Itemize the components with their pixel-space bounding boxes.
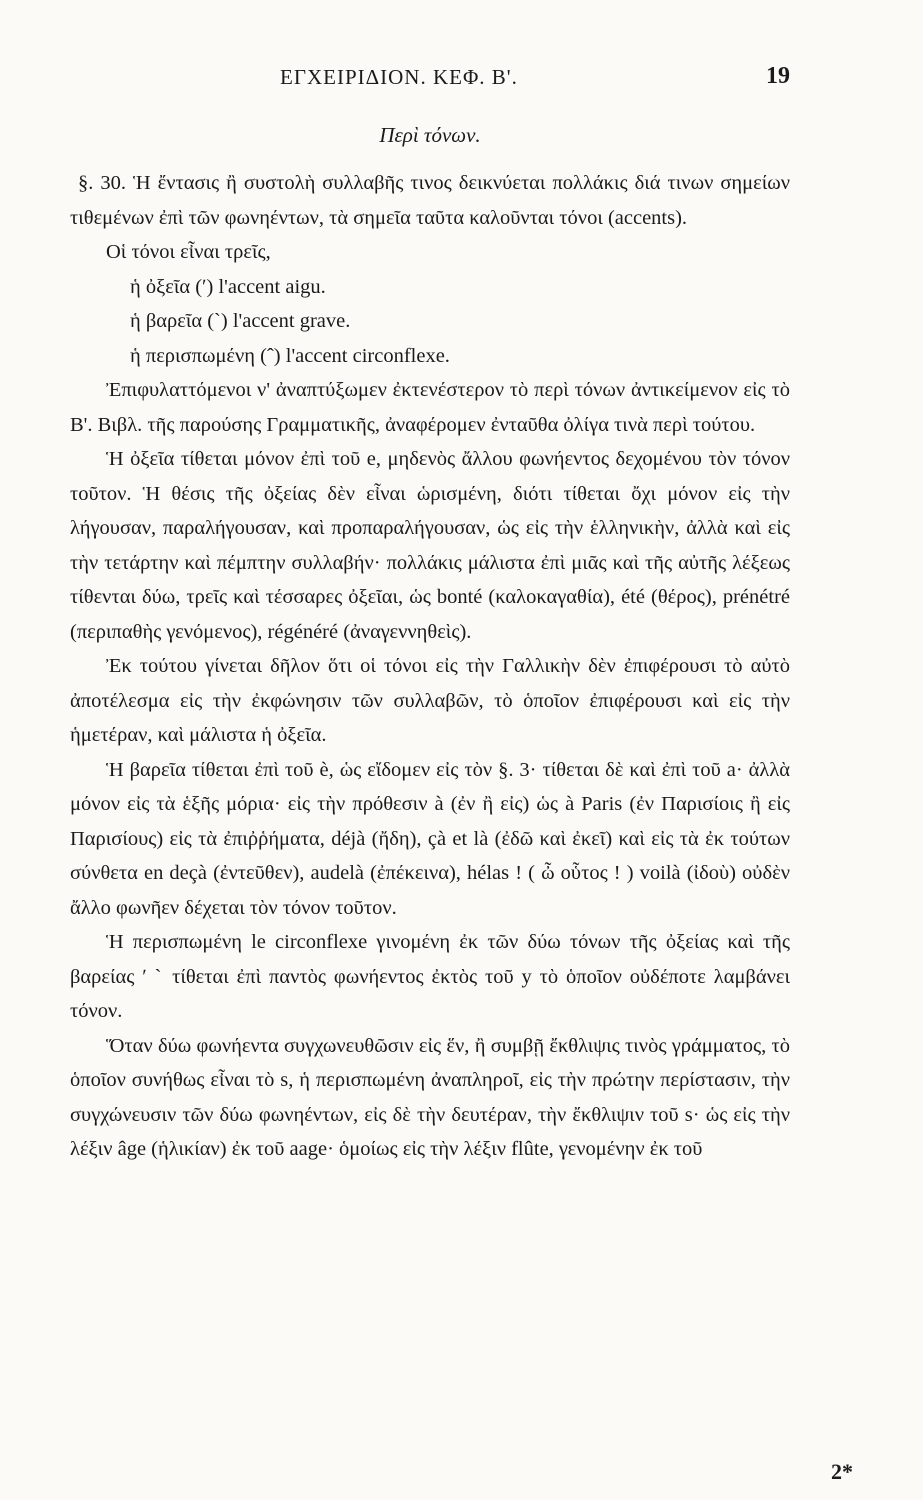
running-title: ΕΓΧΕΙΡΙΔΙΟΝ. ΚΕΦ. Β'.: [280, 65, 518, 89]
page-number: 19: [766, 63, 790, 89]
running-header: [70, 55, 790, 95]
accents-list-intro: Οἱ τόνοι εἶναι τρεῖς,: [106, 241, 271, 263]
paragraph-accents-definition: §. 30. Ἡ ἔντασις ἢ συστολὴ συλλαβῆς τινος δεικνύεται πολλάκις διά τινων σημείων τιθεμένων ἐπὶ τῶν φωνηέντων, τὰ σημεῖα ταῦτα καλοῦνται τόνοι (accents).: [70, 172, 790, 229]
paragraph-reservation: Ἐπιφυλαττόμενοι ν' ἀναπτύξωμεν ἐκτενέστερον τὸ περὶ τόνων ἀντικείμενον εἰς τὸ Β'. Βιβλ. τῆς παρούσης Γραμματικῆς, ἀναφέρομεν ἐνταῦθα ὀλίγα τινὰ περὶ τούτου.: [70, 379, 790, 436]
section-title: Περὶ τόνων.: [379, 123, 481, 147]
book-page: [70, 55, 790, 1475]
accent-circonflexe-item: ἡ περισπωμένη (ˆ) l'accent circonflexe.: [130, 344, 450, 367]
accent-grave-item: ἡ βαρεῖα (ˋ) l'accent grave.: [130, 310, 351, 332]
paragraph-effect: Ἐκ τούτου γίνεται δῆλον ὅτι οἱ τόνοι εἰς τὴν Γαλλικὴν δὲν ἐπιφέρουσι τὸ αὐτὸ ἀποτέλεσμα εἰς τὴν ἐκφώνησιν τῶν συλλαβῶν, τὸ ὁποῖον ἐπιφέρουσι καὶ εἰς τὴν ἡμετέραν, καὶ μάλιστα ἡ ὀξεῖα.: [70, 655, 790, 746]
printer-signature-mark: 2*: [831, 1459, 853, 1484]
paragraph-grave: Ἡ βαρεῖα τίθεται ἐπὶ τοῦ è, ὡς εἴδομεν εἰς τὸν §. 3· τίθεται δὲ καὶ ἐπὶ τοῦ a· ἀλλὰ μόνον εἰς τὰ ἑξῆς μόρια· εἰς τὴν πρόθεσιν à (ἐν ἢ εἰς) ὡς à Paris (ἐν Παρισίοις ἢ εἰς Παρισίους) εἰς τὰ ἐπιῤῥήματα, déjà (ἤδη), çà et là (ἐδῶ καὶ ἐκεῖ) καὶ εἰς τὰ ἐκ τούτων σύνθετα en deçà (ἐντεῦθεν), audelà (ἐπέκεινα), hélas ! ( ὦ οὗτος ! ) voilà (ἰδοὺ) οὐδὲν ἄλλο φωνῆεν δέχεται τὸν τόνον τοῦτον.: [70, 758, 790, 919]
paragraph-contraction: Ὅταν δύω φωνήεντα συγχωνευθῶσιν εἰς ἕν, ἢ συμβῇ ἔκθλιψις τινὸς γράμματος, τὸ ὁποῖον συνήθως εἶναι τὸ s, ἡ περισπωμένη ἀναπληροῖ, εἰς τὴν πρώτην περίστασιν, τὴν συγχώνευσιν τῶν δύω φωνηέντων, εἰς δὲ τὴν δευτέραν, τὴν ἔκθλιψιν τοῦ s· ὡς εἰς τὴν λέξιν âge (ἡλικίαν) ἐκ τοῦ aage· ὁμοίως εἰς τὴν λέξιν flûte, γενομένην ἐκ τοῦ: [70, 1034, 790, 1160]
paragraph-circumflex: Ἡ περισπωμένη le circonflexe γινομένη ἐκ τῶν δύω τόνων τῆς ὀξείας καὶ τῆς βαρείας ʹ ˋ τίθεται ἐπὶ παντὸς φωνήεντος ἐκτὸς τοῦ y τὸ ὁποῖον οὐδέποτε λαμβάνει τόνον.: [70, 931, 790, 1022]
paragraph-acute: Ἡ ὀξεῖα τίθεται μόνον ἐπὶ τοῦ e, μηδενὸς ἄλλου φωνήεντος δεχομένου τὸν τόνον τοῦτον. Ἡ θέσις τῆς ὀξείας δὲν εἶναι ὡρισμένη, διότι τίθεται ὄχι μόνον εἰς τὴν λήγουσαν, παραλήγουσαν, καὶ προπαραλήγουσαν, ὡς εἰς τὴν ἑλληνικὴν, ἀλλὰ καὶ εἰς τὴν τετάρτην καὶ πέμπτην συλλαβήν· πολλάκις μάλιστα ἐπὶ μιᾶς καὶ τῆς αὐτῆς λέξεως τίθενται δύω, τρεῖς καὶ τέσσαρες ὀξεῖαι, ὡς bonté (καλοκαγαθία), été (θέρος), prénétré (περιπαθὴς γενόμενος), régénéré (ἀναγεννηθεὶς).: [70, 448, 790, 643]
accent-aigu-item: ἡ ὀξεῖα (ʹ) l'accent aigu.: [130, 275, 326, 298]
